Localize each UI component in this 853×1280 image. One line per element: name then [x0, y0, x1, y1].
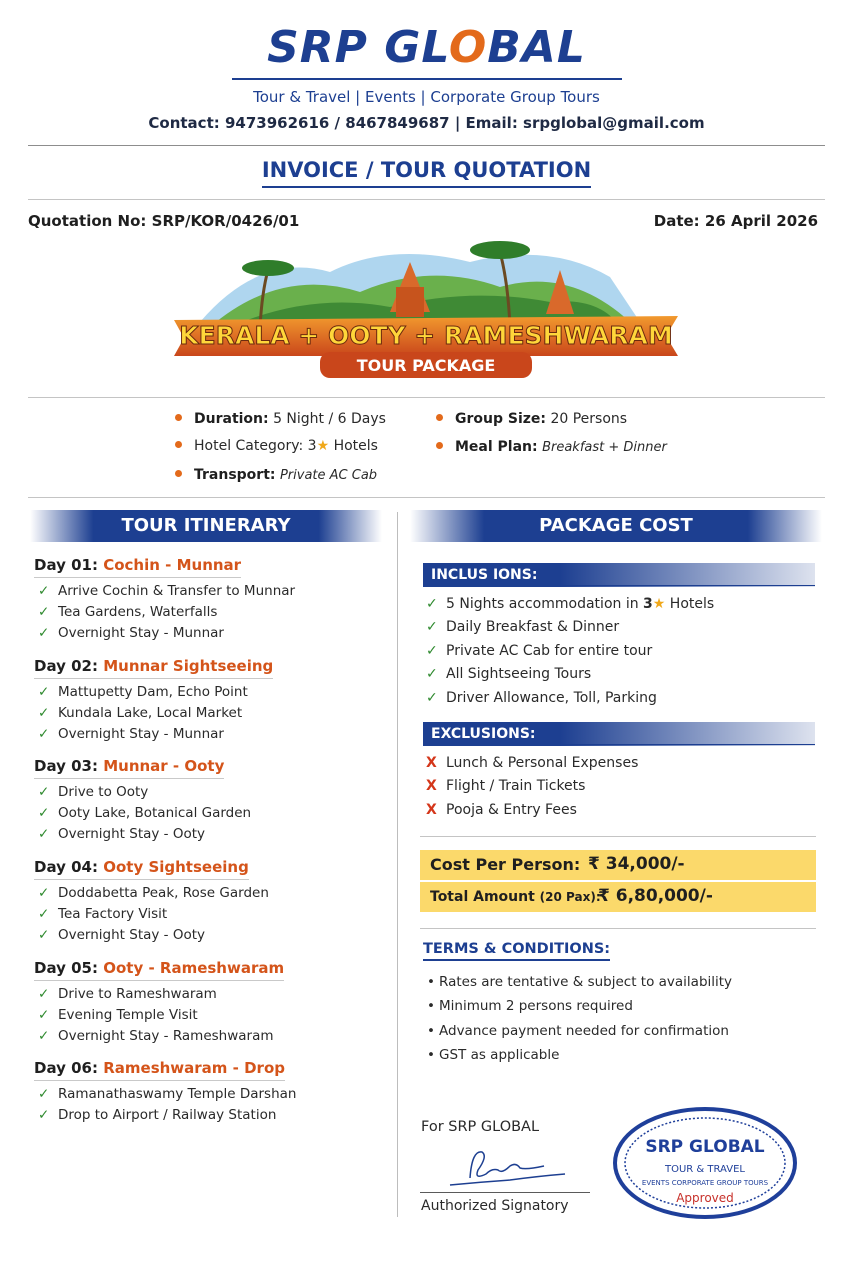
detail-transport	[175, 467, 377, 483]
check-icon: ✓	[38, 1107, 50, 1123]
itinerary-item	[34, 826, 384, 842]
check-icon: ✓	[38, 705, 50, 721]
term-text: Advance payment needed for confirmation	[439, 1023, 729, 1039]
bullet-icon: •	[427, 1023, 435, 1039]
check-icon: ✓	[38, 784, 50, 800]
approval-stamp	[612, 1106, 798, 1220]
star-icon: ★	[652, 596, 666, 612]
quotation-date	[654, 212, 818, 230]
itinerary-item-text: Drive to Rameshwaram	[58, 986, 217, 1002]
itinerary-item	[34, 726, 384, 742]
stamp-line2: EVENTS CORPORATE GROUP TOURS	[641, 1179, 769, 1187]
inclusion-item	[426, 690, 657, 706]
itinerary-item	[34, 1028, 384, 1044]
check-icon: ✓	[38, 805, 50, 821]
label: Duration:	[194, 411, 269, 427]
day-title	[34, 959, 284, 981]
total-pax: (20 Pax):	[539, 890, 601, 904]
detail-group	[436, 411, 627, 427]
itinerary-item	[34, 604, 384, 620]
check-icon: ✓	[426, 643, 438, 659]
label: Meal Plan:	[455, 439, 538, 455]
inclusion-emphasis: 3	[643, 596, 653, 612]
quotation-number	[28, 212, 299, 230]
bullet-icon	[175, 441, 182, 448]
document-title-text: INVOICE / TOUR QUOTATION	[262, 158, 591, 188]
signature-for: For SRP GLOBAL	[421, 1119, 540, 1135]
check-icon: ✓	[38, 885, 50, 901]
package-cost-heading: PACKAGE COST	[410, 510, 822, 542]
itinerary-item-text: Overnight Stay - Ooty	[58, 927, 205, 943]
itinerary-item	[34, 1086, 384, 1102]
divider	[28, 497, 825, 498]
banner-title: KERALA + OOTY + RAMESHWARAM	[179, 321, 673, 350]
brand-header	[0, 22, 853, 132]
total-value: ₹ 6,80,000/-	[598, 886, 713, 906]
itinerary-item	[34, 986, 384, 1002]
inclusion-item	[426, 643, 652, 659]
detail-duration	[175, 411, 386, 427]
total-label: Total Amount	[430, 889, 535, 905]
exclusion-item	[426, 755, 638, 771]
cost-per-person-label: Cost Per Person:	[430, 855, 581, 874]
inclusions-rule	[423, 585, 815, 586]
itinerary-item	[34, 1107, 384, 1123]
itinerary-item	[34, 625, 384, 641]
banner-subtitle: TOUR PACKAGE	[356, 356, 496, 375]
signature-line	[420, 1192, 590, 1193]
cost-per-person-value: ₹ 34,000/-	[588, 854, 685, 874]
itinerary-item	[34, 1007, 384, 1023]
date-value: 26 April 2026	[704, 212, 818, 230]
contact-info: Contact: 9473962616 / 8467849687 | Email: srpglobal@gmail.com	[148, 114, 705, 132]
cross-icon: X	[426, 778, 437, 794]
label: Transport:	[194, 467, 276, 483]
cost-per-person-row	[420, 850, 816, 880]
brand-logo: SRP GLOBAL	[267, 22, 586, 73]
inclusion-text: 5 Nights accommodation in	[446, 596, 644, 612]
itinerary-item-text: Tea Gardens, Waterfalls	[58, 604, 218, 620]
check-icon: ✓	[426, 666, 438, 682]
day-route: Cochin - Munnar	[103, 556, 242, 574]
terms-heading: TERMS & CONDITIONS:	[423, 941, 610, 961]
column-divider	[397, 512, 398, 1217]
exclusion-item	[426, 802, 577, 818]
divider	[420, 836, 816, 837]
itinerary-day	[34, 1058, 384, 1123]
itinerary-item-text: Overnight Stay - Rameshwaram	[58, 1028, 274, 1044]
stamp-name: SRP GLOBAL	[645, 1137, 765, 1157]
bullet-icon	[436, 414, 443, 421]
itinerary-item	[34, 705, 384, 721]
itinerary-item	[34, 885, 384, 901]
itinerary-day	[34, 555, 384, 641]
itinerary-item-text: Kundala Lake, Local Market	[58, 705, 243, 721]
itinerary-day	[34, 756, 384, 842]
divider	[28, 145, 825, 146]
itinerary-item	[34, 784, 384, 800]
cross-icon: X	[426, 755, 437, 771]
inclusion-suffix: Hotels	[665, 596, 715, 612]
check-icon: ✓	[38, 906, 50, 922]
itinerary-item-text: Ramanathaswamy Temple Darshan	[58, 1086, 297, 1102]
itinerary-item	[34, 805, 384, 821]
check-icon: ✓	[38, 1028, 50, 1044]
bullet-icon	[175, 414, 182, 421]
itinerary-item-text: Doddabetta Peak, Rose Garden	[58, 885, 269, 901]
bullet-icon: •	[427, 998, 435, 1014]
label: Group Size:	[455, 411, 546, 427]
value: 5 Night / 6 Days	[273, 411, 386, 427]
value-suffix: Hotels	[333, 438, 378, 454]
day-route: Ooty Sightseeing	[103, 858, 249, 876]
value: 20 Persons	[550, 411, 628, 427]
bullet-icon: •	[427, 974, 435, 990]
star-icon: ★	[316, 438, 330, 454]
term-item	[427, 998, 633, 1014]
itinerary-item-text: Overnight Stay - Munnar	[58, 625, 224, 641]
itinerary-item	[34, 927, 384, 943]
stamp-status: Approved	[676, 1191, 734, 1205]
itinerary-day	[34, 857, 384, 943]
itinerary-item-text: Drop to Airport / Railway Station	[58, 1107, 277, 1123]
signature-image	[440, 1140, 570, 1195]
brand-rule	[232, 78, 622, 80]
day-number: Day 03:	[34, 757, 98, 775]
inclusion-item	[426, 619, 619, 635]
term-text: GST as applicable	[439, 1047, 560, 1063]
check-icon: ✓	[38, 1007, 50, 1023]
day-number: Day 02:	[34, 657, 98, 675]
inclusion-item	[426, 666, 591, 682]
term-text: Rates are tentative & subject to availability	[439, 974, 733, 990]
inclusion-text: All Sightseeing Tours	[446, 666, 592, 682]
itinerary-item-text: Mattupetty Dam, Echo Point	[58, 684, 248, 700]
check-icon: ✓	[38, 826, 50, 842]
itinerary-item-text: Evening Temple Visit	[58, 1007, 198, 1023]
inclusion-text: Driver Allowance, Toll, Parking	[446, 690, 657, 706]
exclusion-text: Lunch & Personal Expenses	[446, 755, 639, 771]
exclusion-text: Flight / Train Tickets	[446, 778, 586, 794]
check-icon: ✓	[38, 927, 50, 943]
day-number: Day 04:	[34, 858, 98, 876]
day-title	[34, 757, 224, 779]
itinerary-item-text: Overnight Stay - Ooty	[58, 826, 205, 842]
day-number: Day 05:	[34, 959, 98, 977]
itinerary-heading: TOUR ITINERARY	[30, 510, 382, 542]
term-text: Minimum 2 persons required	[439, 998, 633, 1014]
itinerary-item	[34, 583, 384, 599]
inclusion-text: Daily Breakfast & Dinner	[446, 619, 620, 635]
check-icon: ✓	[426, 690, 438, 706]
itinerary-item-text: Arrive Cochin & Transfer to Munnar	[58, 583, 296, 599]
package-banner	[170, 232, 682, 382]
quotation-value: SRP/KOR/0426/01	[151, 212, 300, 230]
bullet-icon	[436, 442, 443, 449]
check-icon: ✓	[38, 726, 50, 742]
value: Private AC Cab	[279, 468, 378, 483]
day-route: Munnar - Ooty	[103, 757, 225, 775]
inclusion-item	[426, 596, 714, 612]
value: 3	[307, 438, 317, 454]
tagline: Tour & Travel | Events | Corporate Group Tours	[253, 88, 600, 106]
check-icon: ✓	[426, 619, 438, 635]
exclusions-heading: EXCLUSIONS:	[423, 722, 815, 746]
exclusion-text: Pooja & Entry Fees	[446, 802, 577, 818]
term-item	[427, 1023, 729, 1039]
inclusion-text: Private AC Cab for entire tour	[446, 643, 653, 659]
check-icon: ✓	[426, 596, 438, 612]
day-route: Rameshwaram - Drop	[103, 1059, 285, 1077]
exclusions-rule	[423, 744, 815, 745]
term-item	[427, 974, 732, 990]
itinerary-item-text: Tea Factory Visit	[58, 906, 168, 922]
cross-icon: X	[426, 802, 437, 818]
divider	[420, 928, 816, 929]
bullet-icon: •	[427, 1047, 435, 1063]
total-amount-row	[420, 882, 816, 912]
exclusion-item	[426, 778, 585, 794]
itinerary-day	[34, 656, 384, 742]
day-number: Day 06:	[34, 1059, 98, 1077]
itinerary-item	[34, 906, 384, 922]
label: Hotel Category:	[194, 438, 304, 454]
check-icon: ✓	[38, 583, 50, 599]
quotation-label: Quotation No:	[28, 212, 147, 230]
term-item	[427, 1047, 559, 1063]
day-route: Munnar Sightseeing	[103, 657, 274, 675]
check-icon: ✓	[38, 684, 50, 700]
detail-meal	[436, 439, 667, 455]
itinerary-item-text: Ooty Lake, Botanical Garden	[58, 805, 252, 821]
day-title	[34, 657, 273, 679]
day-route: Ooty - Rameshwaram	[103, 959, 285, 977]
day-title	[34, 858, 249, 880]
check-icon: ✓	[38, 625, 50, 641]
check-icon: ✓	[38, 1086, 50, 1102]
day-number: Day 01:	[34, 556, 98, 574]
detail-hotel	[175, 438, 378, 454]
itinerary-item-text: Drive to Ooty	[58, 784, 149, 800]
inclusions-heading: INCLUS IONS:	[423, 563, 815, 587]
day-title	[34, 556, 241, 578]
divider	[28, 199, 825, 200]
value: Breakfast + Dinner	[542, 440, 667, 455]
check-icon: ✓	[38, 604, 50, 620]
stamp-line1: TOUR & TRAVEL	[665, 1164, 745, 1175]
day-title	[34, 1059, 285, 1081]
date-label: Date:	[653, 212, 700, 230]
itinerary-item-text: Overnight Stay - Munnar	[58, 726, 224, 742]
itinerary-day	[34, 958, 384, 1044]
divider	[28, 397, 825, 398]
check-icon: ✓	[38, 986, 50, 1002]
bullet-icon	[175, 470, 182, 477]
itinerary-item	[34, 684, 384, 700]
document-title	[0, 158, 853, 188]
signatory-label: Authorized Signatory	[421, 1198, 569, 1214]
